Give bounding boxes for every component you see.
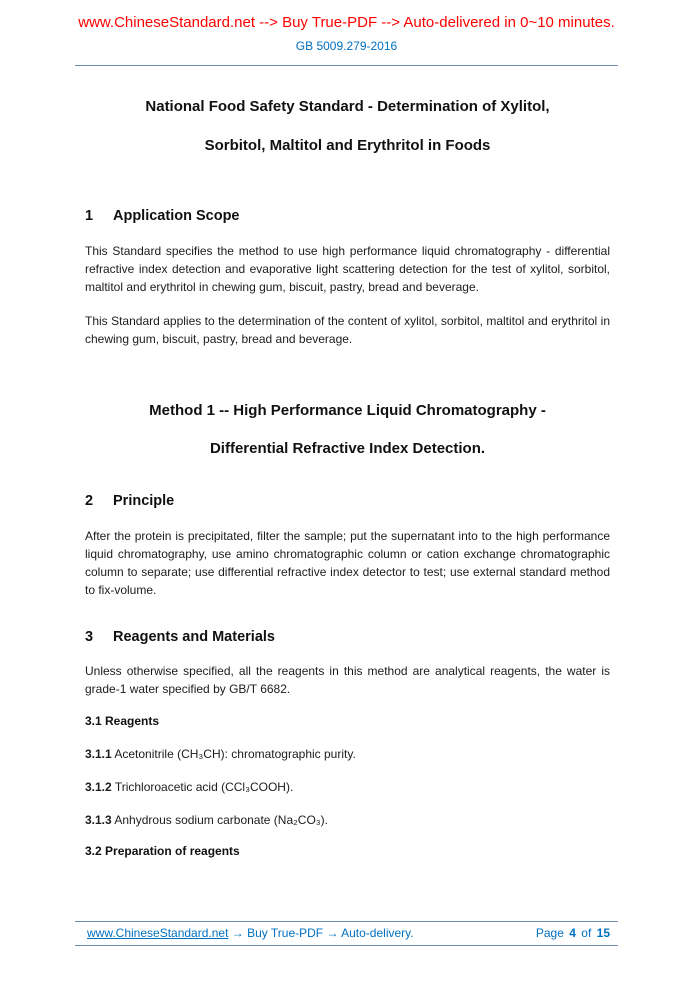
section-3-paragraph-1: Unless otherwise specified, all the reagents in this method are analytical reagents, the water is grade-1 water specified by GB/T 6682.	[85, 664, 610, 696]
section-2-paragraph-1: After the protein is precipitated, filter the sample; put the supernatant into to the high performance liquid chromatography, use amino chromatographic column or cation exchange chromatographic column to separate; use differential refractive index detector to test; use external standard method to fix-volume.	[85, 529, 610, 597]
reagent-item-3-1-1	[85, 747, 610, 762]
document-title-line2: Sorbitol, Maltitol and Erythritol in Foods	[204, 137, 491, 154]
page-footer	[75, 921, 618, 946]
reagent-item-3-1-2-number: 3.1.2	[85, 780, 112, 794]
standard-code: GB 5009.279-2016	[295, 39, 398, 53]
reagent-item-3-1-3	[85, 813, 610, 828]
reagent-item-3-1-2	[85, 780, 610, 795]
page-number: 4	[569, 926, 576, 940]
subsection-3-2-heading: 3.2 Preparation of reagents	[85, 844, 240, 858]
section-1-title: Application Scope	[113, 208, 240, 224]
page-total: 15	[596, 926, 610, 940]
header-divider	[75, 65, 618, 66]
footer-promo	[87, 926, 414, 940]
document-body	[0, 97, 693, 859]
section-1-paragraph-1: This Standard specifies the method to use high performance liquid chromatography - differential refractive index detection and evaporative light scattering detection for the test of xylitol, sorbitol, maltitol and erythritol in chewing gum, biscuit, pastry, bread and beverage.	[85, 244, 610, 294]
subsection-3-1-heading: 3.1 Reagents	[85, 714, 160, 728]
page-label: Page	[535, 926, 564, 940]
reagent-item-3-1-2-text: Trichloroacetic acid (CCl₃COOH).	[114, 780, 294, 794]
reagent-item-3-1-3-text: Anhydrous sodium carbonate (Na₂CO₃).	[114, 813, 329, 827]
section-2-number: 2	[85, 493, 94, 509]
section-1-number: 1	[85, 208, 94, 224]
document-page	[0, 14, 693, 940]
reagent-item-3-1-3-number: 3.1.3	[85, 813, 112, 827]
footer-tagline: → Buy True-PDF → Auto-delivery.	[231, 926, 414, 940]
section-2-title: Principle	[113, 493, 175, 509]
section-3-title: Reagents and Materials	[113, 629, 275, 645]
method-heading-line1: Method 1 -- High Performance Liquid Chromatography -	[149, 402, 546, 419]
reagent-item-3-1-1-number: 3.1.1	[85, 747, 112, 761]
promo-banner: www.ChineseStandard.net --> Buy True-PDF --> Auto-delivered in 0~10 minutes.	[78, 14, 615, 31]
section-2-heading	[85, 491, 610, 511]
method-heading-line2: Differential Refractive Index Detection.	[209, 440, 486, 457]
section-3-heading	[85, 627, 610, 647]
page-indicator	[536, 926, 610, 940]
document-title-line1: National Food Safety Standard - Determination of Xylitol,	[145, 98, 550, 115]
section-3-number: 3	[85, 629, 94, 645]
section-1-paragraph-2: This Standard applies to the determination of the content of xylitol, sorbitol, maltitol and erythritol in chewing gum, biscuit, pastry, bread and beverage.	[85, 314, 610, 346]
page-of-label: of	[581, 926, 592, 940]
footer-site-link[interactable]: www.ChineseStandard.net	[87, 926, 229, 940]
reagent-item-3-1-1-text: Acetonitrile (CH₃CH): chromatographic purity.	[114, 747, 356, 761]
section-1-heading	[85, 206, 610, 226]
